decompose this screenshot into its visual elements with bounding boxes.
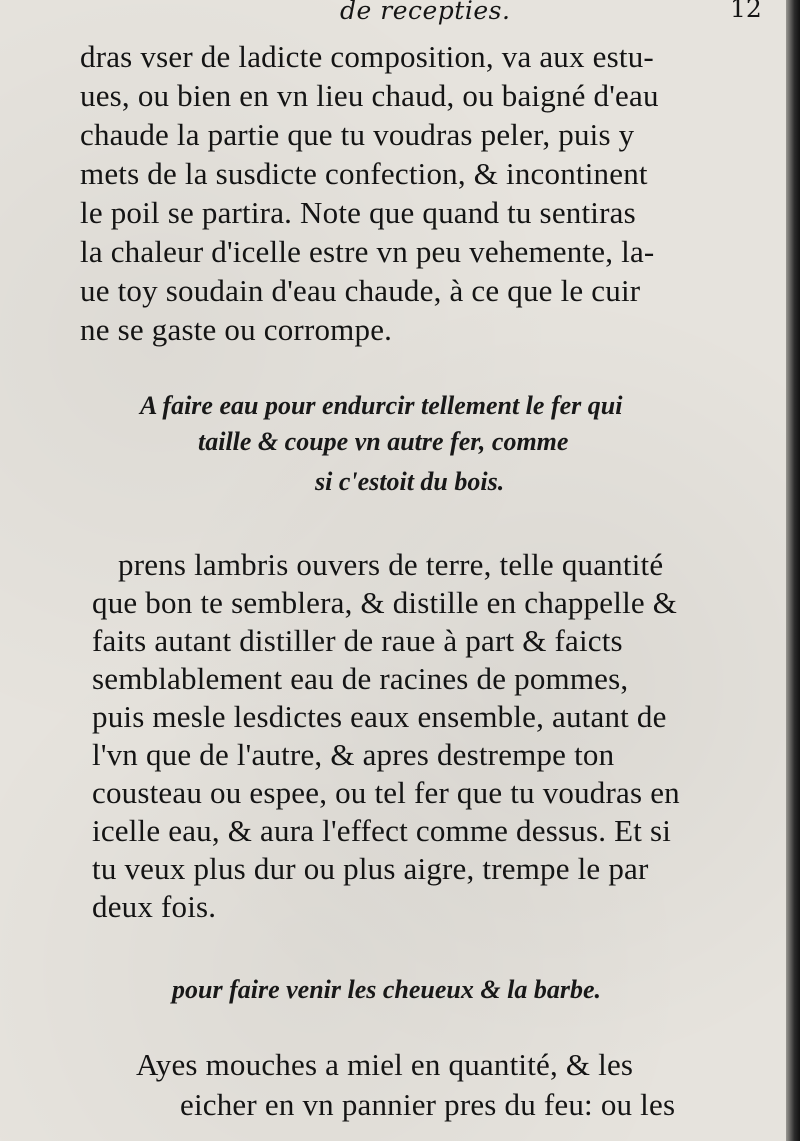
text-line: cousteau ou espee, ou tel fer que tu voudras en xyxy=(92,775,680,810)
running-head: de recepties. xyxy=(340,0,511,25)
heading-line: A faire eau pour endurcir tellement le fer qui xyxy=(140,391,623,420)
text-line: Ayes mouches a miel en quantité, & les xyxy=(136,1047,634,1082)
heading-line: pour faire venir les cheueux & la barbe. xyxy=(172,975,601,1004)
book-gutter xyxy=(786,0,800,1141)
heading-line: si c'estoit du bois. xyxy=(315,467,505,496)
text-line: ue toy soudain d'eau chaude, à ce que le cuir xyxy=(80,273,641,308)
text-line: icelle eau, & aura l'effect comme dessus. Et si xyxy=(92,813,672,848)
text-line: l'vn que de l'autre, & apres destrempe ton xyxy=(92,737,615,772)
text-line: tu veux plus dur ou plus aigre, trempe le par xyxy=(92,851,649,886)
text-line: puis mesle lesdictes eaux ensemble, autant de xyxy=(92,699,667,734)
page-number: 12 xyxy=(730,0,762,23)
text-line: chaude la partie que tu voudras peler, puis y xyxy=(80,117,635,152)
heading-line: taille & coupe vn autre fer, comme xyxy=(198,427,569,456)
text-line: semblablement eau de racines de pommes, xyxy=(92,661,629,696)
text-line: ne se gaste ou corrompe. xyxy=(80,312,393,347)
text-line: que bon te semblera, & distille en chappelle & xyxy=(92,585,678,620)
text-line: faits autant distiller de raue à part & faicts xyxy=(92,623,623,658)
text-line: la chaleur d'icelle estre vn peu vehemente, la- xyxy=(80,234,655,269)
text-line: deux fois. xyxy=(92,889,217,924)
text-line: mets de la susdicte confection, & incontinent xyxy=(80,156,648,191)
text-line: dras vser de ladicte composition, va aux estu- xyxy=(80,39,654,74)
text-line: le poil se partira. Note que quand tu sentiras xyxy=(80,195,636,230)
text-line: prens lambris ouvers de terre, telle quantité xyxy=(118,547,664,582)
text-line: eicher en vn pannier pres du feu: ou les xyxy=(180,1087,676,1122)
text-line: ues, ou bien en vn lieu chaud, ou baigné d'eau xyxy=(80,78,659,113)
